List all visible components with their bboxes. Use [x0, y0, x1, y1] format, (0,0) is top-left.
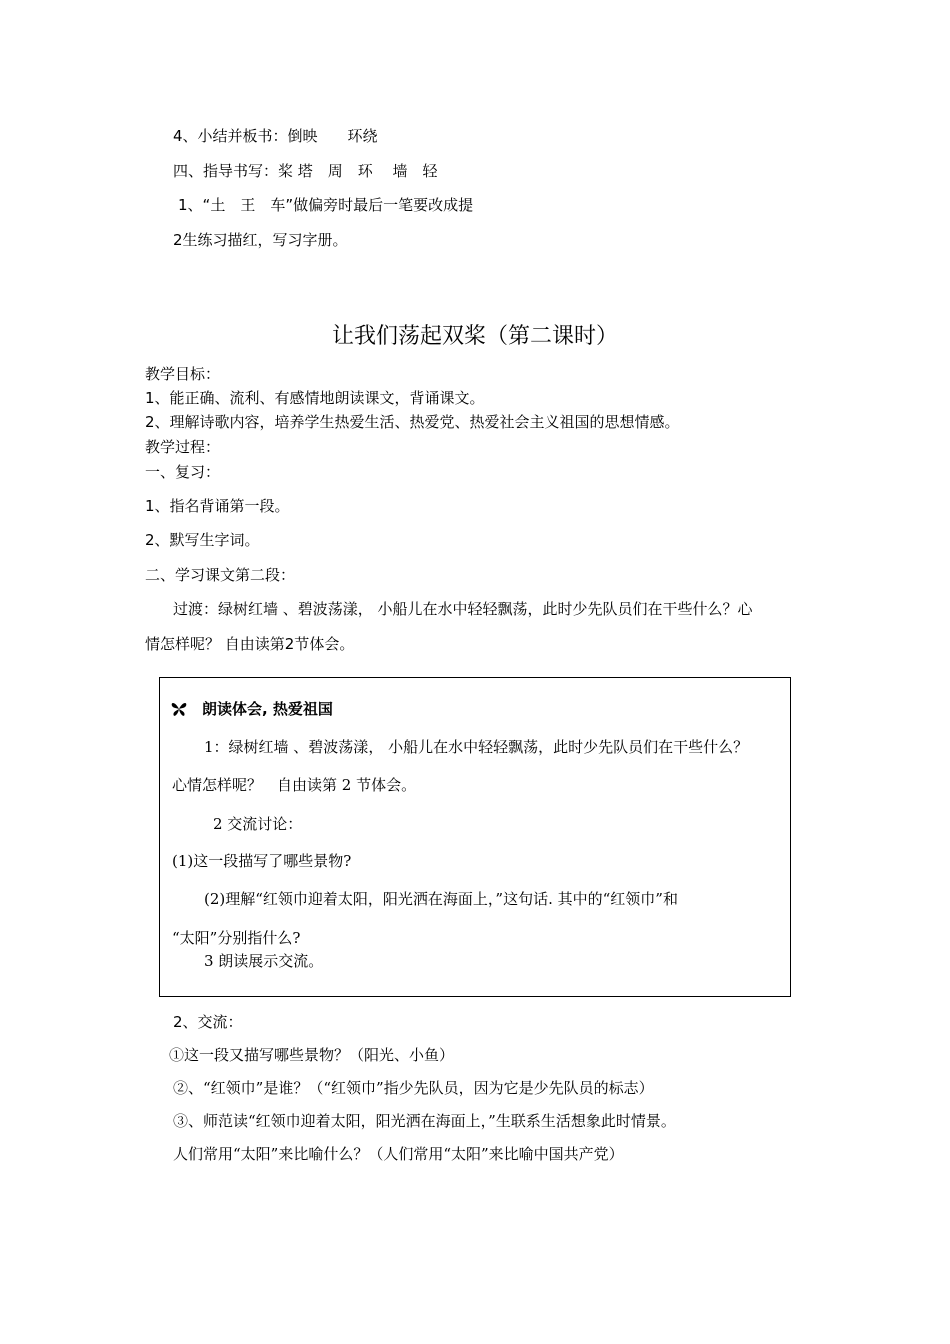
box-heading [170, 699, 333, 719]
goal-item-2: 2、理解诗歌内容，培养学生热爱生活、热爱党、热爱社会主义祖国的思想情感。 [145, 413, 680, 431]
box-line-1: 1：绿树红墙 、碧波荡漾， 小船儿在水中轻轻飘荡，此时少先队员们在干些什么？ [204, 738, 749, 756]
process-heading: 教学过程： [145, 438, 221, 456]
goals-heading: 教学目标： [145, 365, 221, 383]
reading-activity-box [159, 677, 791, 997]
review-heading: 一、复习： [145, 463, 221, 481]
goal-item-1: 1、能正确、流利、有感情地朗读课文，背诵课文。 [145, 389, 485, 407]
box-line-4: (1)这一段描写了哪些景物? [172, 852, 352, 870]
exchange-item-4: 人们常用“太阳”来比喻什么？（人们常用“太阳”来比喻中国共产党） [173, 1145, 624, 1163]
exchange-item-2: ②、“红领巾”是谁？（“红领巾”指少先队员，因为它是少先队员的标志） [173, 1079, 654, 1097]
exchange-item-1: ①这一段又描写哪些景物？（阳光、小鱼） [169, 1046, 455, 1064]
box-line-2: 心情怎样呢？ 自由读第 2 节体会。 [172, 776, 417, 794]
learn-heading: 二、学习课文第二段： [145, 566, 296, 584]
practice-line: 2生练习描红，写习字册。 [173, 231, 348, 249]
summary-line: 4、小结并板书：倒映 环绕 [173, 127, 378, 145]
review-item-1: 1、指名背诵第一段。 [145, 497, 290, 515]
transition-line-2: 情怎样呢？ 自由读第2节体会。 [145, 635, 355, 653]
butterfly-icon [170, 700, 188, 718]
exchange-heading: 2、交流： [173, 1013, 243, 1031]
box-heading-text: 朗读体会, 热爱祖国 [202, 700, 333, 718]
writing-guide-line: 四、指导书写：桨 塔 周 环 墙 轻 [173, 162, 438, 180]
box-line-6: “太阳”分别指什么? [172, 929, 301, 947]
box-line-3: 2 交流讨论： [213, 815, 303, 833]
review-item-2: 2、默写生字词。 [145, 531, 260, 549]
box-line-7: 3 朗读展示交流。 [204, 952, 324, 970]
box-line-5: (2)理解“红领巾迎着太阳，阳光洒在海面上，”这句话. 其中的“红领巾”和 [204, 890, 678, 908]
exchange-item-3: ③、师范读“红领巾迎着太阳，阳光洒在海面上，”生联系生活想象此时情景。 [173, 1112, 676, 1130]
lesson-title: 让我们荡起双桨（第二课时） [331, 324, 618, 349]
radical-note-line: 1、“土 王 车”做偏旁时最后一笔要改成提 [178, 196, 474, 214]
transition-line-1: 过渡：绿树红墙 、碧波荡漾， 小船儿在水中轻轻飘荡，此时少先队员们在干些什么？心 [173, 600, 753, 618]
